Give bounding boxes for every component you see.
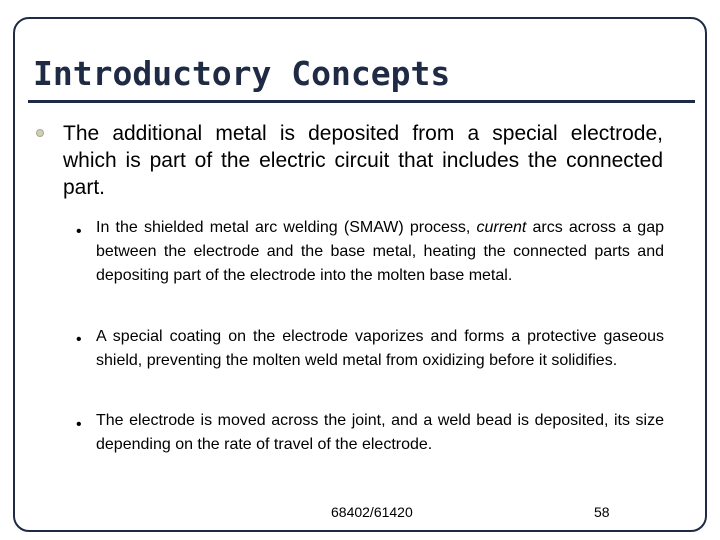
footer-course-code: 68402/61420 xyxy=(331,504,413,520)
sub-bullet-marker: • xyxy=(76,223,82,240)
sub-bullet-emphasis: current xyxy=(476,219,527,236)
slide-title: Introductory Concepts xyxy=(33,54,451,93)
sub-bullet-marker: • xyxy=(76,416,82,433)
sub-bullet-text xyxy=(96,216,664,288)
main-bullet-text: The additional metal is deposited from a special electrode, which is part of the electric circuit that includes the connected part. xyxy=(63,122,663,199)
sub-bullet-text-start: In the shielded metal arc welding (SMAW) process, xyxy=(96,219,477,236)
bullet-marker xyxy=(36,129,44,137)
sub-bullet-marker: • xyxy=(76,331,82,348)
sub-bullet-text: The electrode is moved across the joint, and a weld bead is deposited, its size depending on the rate of travel of the electrode. xyxy=(96,412,664,453)
footer-page-number: 58 xyxy=(594,504,610,520)
sub-bullet-text-end: arcs across a gap between the electrode and the base metal, heating the connected parts and depositing part of the electrode into the molten base metal. xyxy=(96,219,664,284)
title-underline xyxy=(28,100,695,103)
sub-bullet-text: A special coating on the electrode vaporizes and forms a protective gaseous shield, preventing the molten weld metal from oxidizing before it solidifies. xyxy=(96,328,664,369)
